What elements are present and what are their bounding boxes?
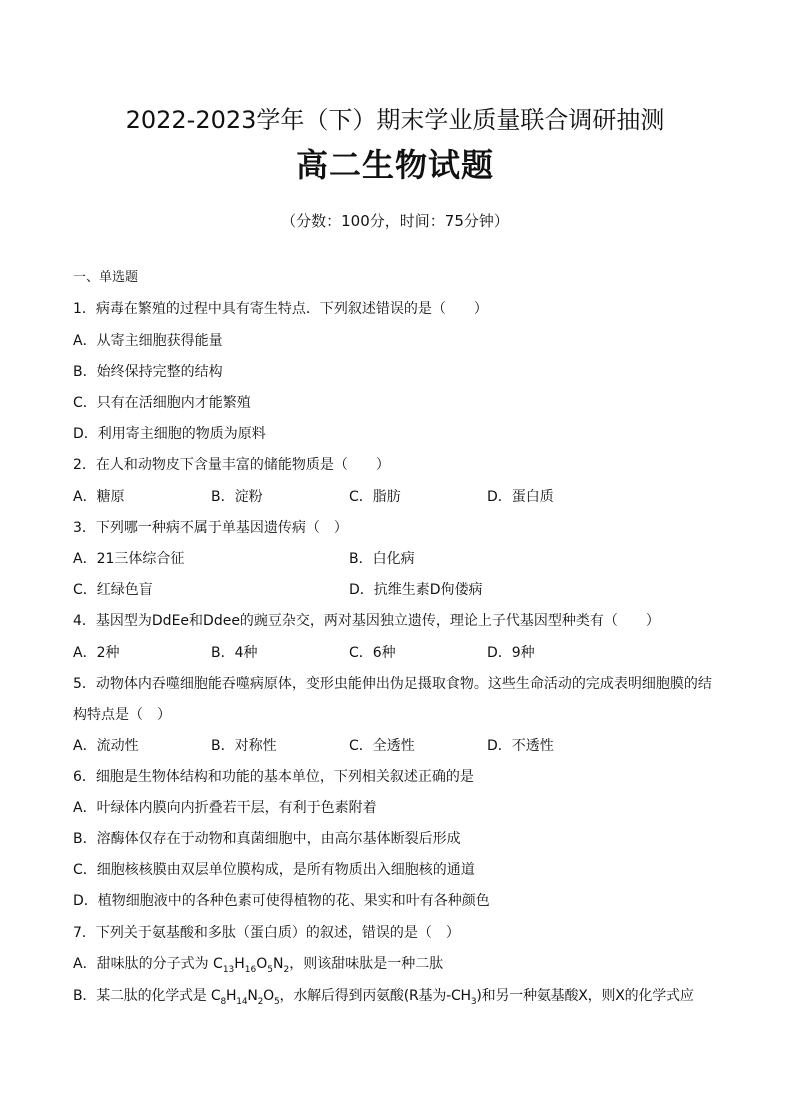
question-2-option-a: A．糖原 (73, 489, 125, 505)
question-3-option-a: A．21三体综合征 (73, 551, 185, 567)
question-5-stem-line-2: 构特点是（ ） (73, 707, 171, 723)
question-4-option-b: B．4种 (211, 645, 258, 661)
question-6-stem: 6．细胞是生物体结构和功能的基本单位，下列相关叙述正确的是 (73, 769, 474, 785)
section-title: 一、单选题 (73, 270, 139, 285)
question-1-option-c: C．只有在活细胞内才能繁殖 (73, 395, 251, 411)
question-3-stem: 3．下列哪一种病不属于单基因遗传病（ ） (73, 520, 348, 536)
question-6-option-a: A．叶绿体内膜向内折叠若干层，有利于色素附着 (73, 800, 377, 816)
question-5-option-d: D．不透性 (487, 738, 554, 754)
question-4-stem: 4．基因型为DdEe和Ddee的豌豆杂交，两对基因独立遗传，理论上子代基因型种类有（ ） (73, 613, 660, 629)
question-1-option-d: D．利用寄主细胞的物质为原料 (73, 426, 266, 442)
exam-title: 2022-2023学年（下）期末学业质量联合调研抽测 (125, 106, 665, 134)
question-7-option-a: A．甜味肽的分子式为 $C_{13}H_{16}O_5N_2$，则该甜味肽是一种二肽 (73, 956, 444, 975)
question-3-option-b: B．白化病 (349, 551, 415, 567)
question-5-option-a: A．流动性 (73, 738, 139, 754)
question-6-option-c: C．细胞核核膜由双层单位膜构成，是所有物质出入细胞核的通道 (73, 862, 475, 878)
question-5-option-c: C．全透性 (349, 738, 415, 754)
subject-title: 高二生物试题 (295, 146, 494, 184)
question-1-option-a: A．从寄主细胞获得能量 (73, 333, 223, 349)
question-6-option-d: D．植物细胞液中的各种色素可使得植物的花、果实和叶有各种颜色 (73, 893, 490, 909)
question-5-option-b: B．对称性 (211, 738, 277, 754)
question-2-option-b: B．淀粉 (211, 489, 263, 505)
question-2-option-d: D．蛋白质 (487, 489, 554, 505)
question-1-option-b: B．始终保持完整的结构 (73, 364, 223, 380)
question-4-option-d: D．9种 (487, 645, 535, 661)
question-7-option-b: B．某二肽的化学式是 $C_8H_{14}N_2O_5$，水解后得到丙氨酸(R基为$-CH_3$)和另一种氨基酸X，则X的化学式应 (73, 988, 694, 1007)
question-1-stem: 1．病毒在繁殖的过程中具有寄生特点．下列叙述错误的是（ ） (73, 301, 488, 317)
question-3-option-c: C．红绿色盲 (73, 582, 153, 598)
question-4-option-c: C．6种 (349, 645, 396, 661)
question-3-option-d: D．抗维生素D佝偻病 (349, 582, 483, 598)
question-5-stem-line-1: 5．动物体内吞噬细胞能吞噬病原体，变形虫能伸出伪足摄取食物。这些生命活动的完成表明细胞膜的结 (73, 676, 712, 692)
question-4-option-a: A．2种 (73, 645, 120, 661)
question-6-option-b: B．溶酶体仅存在于动物和真菌细胞中，由高尔基体断裂后形成 (73, 831, 461, 847)
question-7-stem: 7．下列关于氨基酸和多肽（蛋白质）的叙述，错误的是（ ） (73, 925, 460, 941)
question-2-option-c: C．脂肪 (349, 489, 401, 505)
score-time-info: （分数：100分，时间：75分钟） (281, 212, 509, 230)
question-2-stem: 2．在人和动物皮下含量丰富的储能物质是（ ） (73, 457, 390, 473)
